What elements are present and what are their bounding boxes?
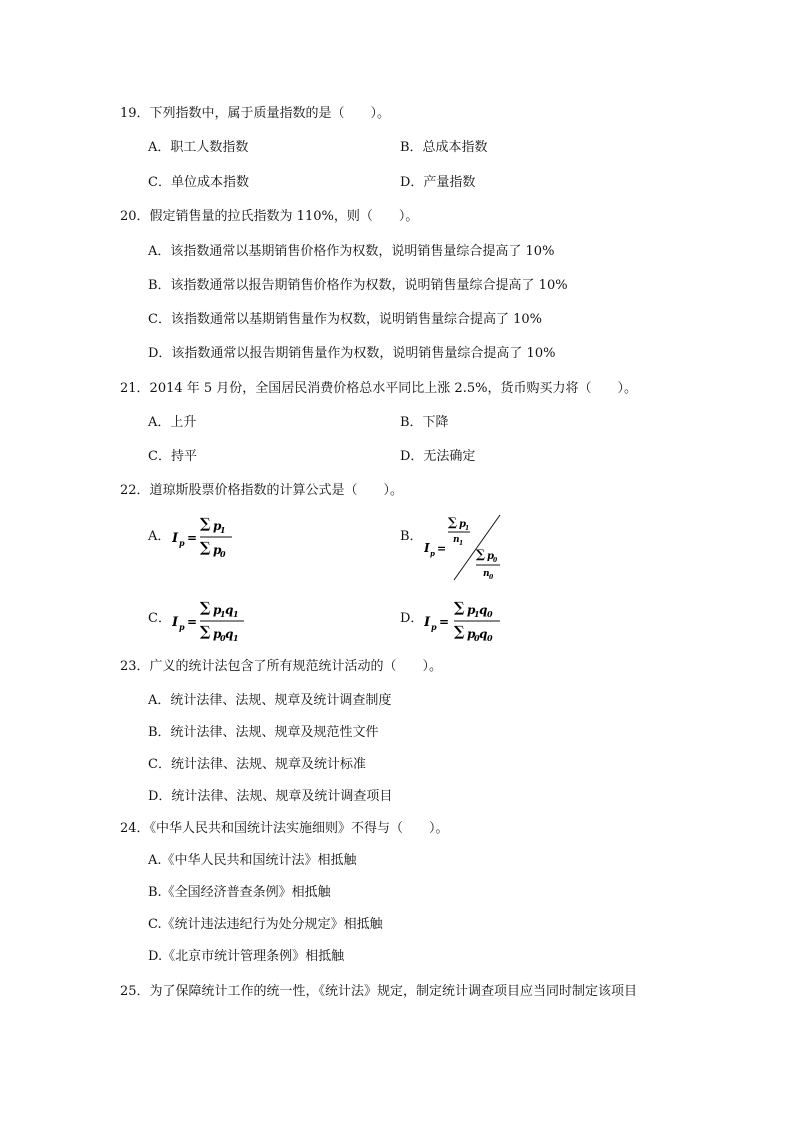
formula-c-den-q: q	[225, 627, 234, 641]
question-24-option-a[interactable]: A.《中华人民共和国统计法》相抵触	[148, 853, 357, 868]
question-24-option-d[interactable]: D.《北京市统计管理条例》相抵触	[148, 949, 345, 964]
formula-b-bottom-p: p	[487, 551, 494, 562]
question-24-option-b[interactable]: B.《全国经济普查条例》相抵触	[148, 885, 331, 900]
formula-c-den-p-sub: 0	[220, 633, 226, 643]
formula-b-bottom-sub: 0	[493, 557, 498, 564]
question-19-option-d[interactable]: D．产量指数	[400, 175, 476, 190]
formula-a-num-sub: 1	[220, 525, 226, 535]
question-21-option-d[interactable]: D．无法确定	[400, 449, 476, 464]
formula-a-den-sum: ∑	[200, 540, 211, 556]
formula-b-top-n-sub: 1	[459, 540, 464, 547]
formula-d-lhs-sub: p	[431, 622, 437, 632]
question-21-option-b[interactable]: B．下降	[400, 415, 449, 430]
formula-d-num-q-sub: 0	[487, 609, 493, 619]
formula-d-den-q-sub: 0	[487, 633, 493, 643]
formula-d-den-sum: ∑	[454, 624, 465, 640]
formula-a-num-p: p	[213, 519, 222, 533]
formula-b-top-sum: ∑	[448, 515, 458, 529]
question-21-option-a[interactable]: A．上升	[148, 415, 197, 430]
formula-d	[424, 596, 514, 646]
formula-b-top-sub: 1	[465, 525, 470, 532]
question-23-stem: 23．广义的统计法包含了所有规范统计活动的（ ）。	[120, 659, 443, 674]
question-20-option-d[interactable]: D．该指数通常以报告期销售量作为权数，说明销售量综合提高了 10%	[148, 346, 556, 361]
question-20-stem: 20．假定销售量的拉氏指数为 110%，则（ ）。	[120, 209, 419, 224]
formula-d-den-q: q	[479, 627, 488, 641]
formula-c-eq: =	[187, 615, 198, 629]
formula-c	[172, 596, 262, 646]
question-20-option-c[interactable]: C．该指数通常以基期销售量作为权数，说明销售量综合提高了 10%	[148, 312, 542, 327]
formula-a-eq: =	[187, 531, 198, 545]
formula-d-num-p: p	[467, 603, 476, 617]
formula-b-bottom-sum: ∑	[476, 547, 486, 561]
question-23-option-a[interactable]: A．统计法律、法规、规章及统计调查制度	[148, 693, 392, 708]
formula-d-num-q: q	[479, 603, 488, 617]
formula-b-top-n: n	[453, 535, 460, 545]
question-24-stem: 24．《中华人民共和国统计法实施细则》不得与（ ）。	[120, 821, 449, 836]
question-22-option-d[interactable]: D．	[400, 611, 424, 626]
formula-c-num-p: p	[213, 603, 222, 617]
formula-c-den-q-sub: 1	[233, 633, 239, 643]
formula-d-num-sum: ∑	[454, 600, 465, 616]
formula-d-eq: =	[439, 615, 450, 629]
formula-b-lhs: I	[424, 541, 430, 555]
question-19-stem: 19．下列指数中，属于质量指数的是（ ）。	[120, 106, 391, 121]
question-22-stem: 22．道琼斯股票价格指数的计算公式是（ ）。	[120, 483, 404, 498]
question-19-option-c[interactable]: C．单位成本指数	[148, 175, 249, 190]
question-20-option-b[interactable]: B．该指数通常以报告期销售价格作为权数，说明销售量综合提高了 10%	[148, 278, 568, 293]
question-23-option-c[interactable]: C．统计法律、法规、规章及统计标准	[148, 757, 366, 772]
question-23-option-b[interactable]: B．统计法律、法规、规章及规范性文件	[148, 725, 379, 740]
formula-c-lhs-sub: p	[179, 622, 185, 632]
formula-c-lhs: I	[172, 615, 179, 630]
formula-c-num-sum: ∑	[200, 600, 211, 616]
question-22-option-a[interactable]: A．	[148, 529, 171, 544]
formula-b-eq: =	[437, 542, 447, 555]
question-22-option-c[interactable]: C．	[148, 611, 171, 626]
formula-a-den-sub: 0	[220, 549, 226, 559]
question-25-stem: 25．为了保障统计工作的统一性，《统计法》规定，制定统计调查项目应当同时制定该项目	[120, 984, 638, 999]
formula-a-lhs: I	[172, 531, 179, 546]
formula-a-num-sum: ∑	[200, 516, 211, 532]
formula-a	[172, 512, 252, 562]
question-24-option-c[interactable]: C.《统计违法违纪行为处分规定》相抵触	[148, 917, 383, 932]
formula-a-lhs-sub: p	[179, 538, 185, 548]
question-23-option-d[interactable]: D．统计法律、法规、规章及统计调查项目	[148, 789, 393, 804]
formula-c-num-p-sub: 1	[220, 609, 226, 619]
formula-b-lhs-sub: p	[430, 549, 435, 558]
question-22-option-b[interactable]: B．	[400, 529, 423, 544]
formula-a-den-p: p	[213, 543, 222, 557]
formula-c-den-sum: ∑	[200, 624, 211, 640]
question-20-option-a[interactable]: A．该指数通常以基期销售价格作为权数，说明销售量综合提高了 10%	[148, 244, 555, 259]
formula-b-bottom-n-sub: 0	[489, 574, 494, 581]
formula-c-den-p: p	[213, 627, 222, 641]
formula-c-num-q-sub: 1	[233, 609, 239, 619]
question-19-option-a[interactable]: A．职工人数指数	[148, 140, 249, 155]
formula-d-den-p: p	[467, 627, 476, 641]
question-21-stem: 21．2014 年 5 月份，全国居民消费价格总水平同比上涨 2.5%，货币购买力将（ ）。	[120, 381, 637, 396]
question-19-option-b[interactable]: B．总成本指数	[400, 140, 488, 155]
formula-b-bottom-n: n	[483, 569, 490, 579]
formula-d-den-p-sub: 0	[474, 633, 480, 643]
formula-b	[424, 512, 514, 584]
formula-b-top-p: p	[459, 519, 466, 530]
question-21-option-c[interactable]: C．持平	[148, 449, 197, 464]
formula-c-num-q: q	[225, 603, 234, 617]
formula-d-lhs: I	[424, 615, 431, 630]
formula-d-num-p-sub: 1	[474, 609, 480, 619]
